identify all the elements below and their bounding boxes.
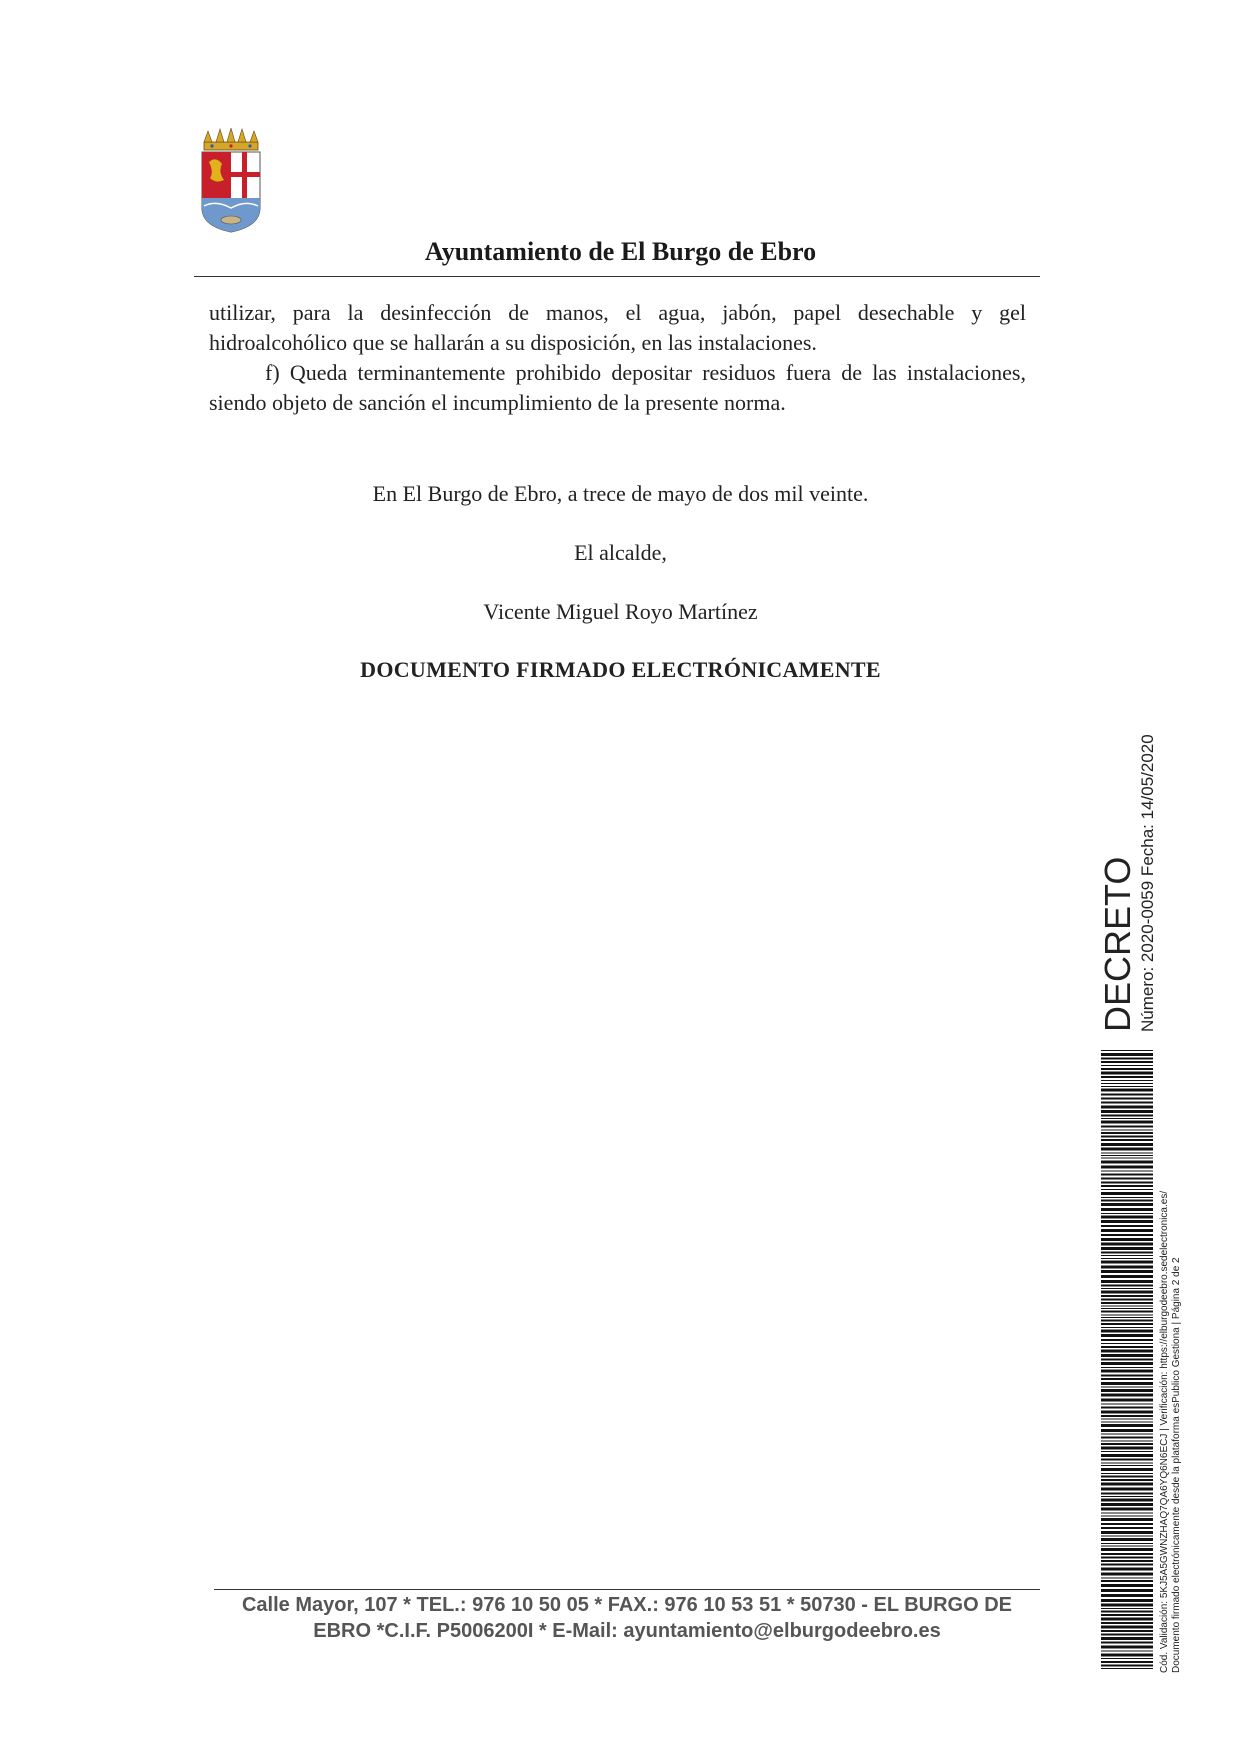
decree-number-date: Número: 2020-0059 Fecha: 14/05/2020	[1138, 734, 1157, 1032]
barcode-bar	[1101, 1424, 1153, 1427]
barcode-bar	[1101, 1378, 1153, 1380]
barcode-bar	[1101, 1441, 1153, 1442]
barcode-bar	[1101, 1094, 1153, 1096]
barcode-bar	[1101, 1608, 1153, 1609]
barcode-bar	[1101, 1161, 1153, 1164]
barcode-bar	[1101, 1053, 1153, 1056]
barcode-bar	[1101, 1185, 1153, 1187]
barcode-bar	[1101, 1148, 1153, 1151]
barcode-bar	[1101, 1288, 1153, 1289]
barcode-bar	[1101, 1496, 1153, 1497]
barcode-bar	[1101, 1182, 1153, 1184]
barcode-bar	[1101, 1389, 1153, 1392]
barcode-bar	[1101, 1258, 1153, 1259]
barcode-bar	[1101, 1434, 1153, 1435]
barcode-bar	[1101, 1568, 1153, 1571]
barcode-bar	[1101, 1443, 1153, 1445]
barcode-bar	[1101, 1429, 1153, 1432]
decree-label: DECRETO	[1097, 856, 1138, 1032]
barcode-bar	[1101, 1668, 1153, 1669]
signer-name: Vicente Miguel Royo Martínez	[483, 599, 758, 624]
barcode-bar	[1101, 1538, 1153, 1541]
barcode-bar	[1101, 1106, 1153, 1109]
barcode-bar	[1101, 1110, 1153, 1113]
barcode-bar	[1101, 1630, 1153, 1632]
header-divider	[194, 276, 1040, 277]
barcode-bar	[1101, 1275, 1153, 1278]
barcode-bar	[1101, 1171, 1153, 1172]
barcode-bar	[1101, 1192, 1153, 1195]
barcode-bar	[1101, 1330, 1153, 1333]
barcode-bar	[1101, 1225, 1153, 1227]
barcode-bar	[1101, 1451, 1153, 1452]
barcode-bar	[1101, 1076, 1153, 1078]
barcode-bar	[1101, 1479, 1153, 1481]
barcode-bar	[1101, 1126, 1153, 1128]
barcode-bar	[1101, 1375, 1153, 1377]
barcode-bar	[1101, 1343, 1153, 1344]
barcode-bar	[1101, 1061, 1153, 1063]
barcode-bar	[1101, 1115, 1153, 1117]
barcode-bar	[1101, 1553, 1153, 1555]
barcode-bar	[1101, 1213, 1153, 1214]
barcode-bar	[1101, 1102, 1153, 1104]
barcode-bar	[1101, 1454, 1153, 1457]
barcode-bar	[1101, 1238, 1153, 1241]
barcode-bar	[1101, 1359, 1153, 1361]
barcode-bar	[1101, 1308, 1153, 1309]
barcode-bar	[1101, 1468, 1153, 1471]
barcode-bar	[1101, 1229, 1153, 1232]
barcode-bar	[1101, 1654, 1153, 1657]
organization-title: Ayuntamiento de El Burgo de Ebro	[424, 237, 817, 266]
coat-of-arms-logo	[196, 128, 266, 234]
barcode-bar	[1101, 1315, 1153, 1316]
barcode-bar	[1101, 1234, 1153, 1236]
barcode-bar	[1101, 1132, 1153, 1134]
barcode-bar	[1101, 1208, 1153, 1211]
barcode-bar	[1101, 1580, 1153, 1582]
barcode-bar	[1101, 1646, 1153, 1649]
barcode-bar	[1101, 1447, 1153, 1450]
barcode-bar	[1101, 1130, 1153, 1131]
barcode-bar	[1101, 1118, 1153, 1119]
barcode-bar	[1101, 1473, 1153, 1474]
barcode-bar	[1101, 1320, 1153, 1322]
barcode-bar	[1101, 1651, 1153, 1652]
barcode-bar	[1101, 1261, 1153, 1264]
barcode-bar	[1101, 1178, 1153, 1180]
barcode-bar	[1101, 1247, 1153, 1250]
footer-line-2: EBRO *C.I.F. P5006200I * E-Mail: ayuntamiento@elburgodeebro.es	[313, 1620, 941, 1642]
barcode-bar	[1101, 1548, 1153, 1551]
barcode-bar	[1101, 1295, 1153, 1297]
barcode-bar	[1101, 1339, 1153, 1341]
barcode-bar	[1101, 1622, 1153, 1624]
barcode-bar	[1101, 1516, 1153, 1517]
barcode-bar	[1101, 1614, 1153, 1616]
barcode-bar	[1101, 1543, 1153, 1544]
signature-note: DOCUMENTO FIRMADO ELECTRÓNICAMENTE	[360, 657, 881, 682]
barcode-bar	[1101, 1419, 1153, 1420]
barcode-bar	[1101, 1327, 1153, 1328]
barcode-bar	[1101, 1499, 1153, 1502]
barcode-bar	[1101, 1658, 1153, 1659]
barcode-bar	[1101, 1143, 1153, 1146]
barcode-bar	[1101, 1323, 1153, 1325]
barcode-bar	[1101, 1661, 1153, 1663]
barcode-bar	[1101, 1557, 1153, 1559]
barcode-bar	[1101, 1483, 1153, 1486]
barcode-bar	[1101, 1270, 1153, 1273]
barcode-bar	[1101, 1121, 1153, 1124]
barcode-bar	[1101, 1058, 1153, 1060]
shield-icon	[202, 152, 260, 232]
barcode-bar	[1101, 1203, 1153, 1206]
barcode-bar	[1101, 1634, 1153, 1636]
barcode-bar	[1101, 1302, 1153, 1304]
barcode-bar	[1101, 1065, 1153, 1066]
barcode-bar	[1101, 1518, 1153, 1521]
barcode-bar	[1101, 1584, 1153, 1587]
barcode-bar	[1101, 1317, 1153, 1318]
barcode-bar	[1101, 1394, 1153, 1397]
barcode-bar	[1101, 1216, 1153, 1219]
barcode-bar	[1101, 1611, 1153, 1613]
crown-icon	[204, 128, 258, 150]
barcode-bar	[1101, 1604, 1153, 1607]
barcode-bar	[1101, 1382, 1153, 1385]
barcode-bar	[1101, 1370, 1153, 1373]
barcode-bar	[1101, 1367, 1153, 1368]
barcode-bar	[1101, 1459, 1153, 1461]
barcode-bar	[1101, 1280, 1153, 1283]
body-paragraph-2: f) Queda terminantemente prohibido depositar residuos fuera de las instalaciones, siendo objeto de sanción el incumplimiento de la presente norma.	[209, 360, 1026, 415]
barcode-bar	[1101, 1243, 1153, 1246]
barcode-bar	[1101, 1350, 1153, 1353]
barcode-bar	[1101, 1465, 1153, 1466]
barcode-bar	[1101, 1252, 1153, 1254]
barcode-bar	[1101, 1422, 1153, 1423]
barcode-bar	[1101, 1589, 1153, 1592]
barcode-bar	[1101, 1618, 1153, 1621]
barcode-bar	[1101, 1189, 1153, 1190]
barcode-bar	[1101, 1136, 1153, 1138]
barcode-bar	[1101, 1508, 1153, 1511]
barcode-bar	[1101, 1578, 1153, 1579]
barcode-bar	[1101, 1266, 1153, 1269]
barcode-bar	[1101, 1158, 1153, 1159]
barcode-bar	[1101, 1068, 1153, 1070]
barcode-bar	[1101, 1362, 1153, 1365]
barcode-bar	[1101, 1197, 1153, 1198]
barcode-bar	[1101, 1493, 1153, 1495]
barcode-bar	[1101, 1346, 1153, 1348]
barcode-bar	[1101, 1437, 1153, 1439]
barcode-bar	[1101, 1083, 1153, 1084]
barcode-bar	[1101, 1531, 1153, 1534]
barcode-bar	[1101, 1594, 1153, 1597]
barcode-bar	[1101, 1299, 1153, 1301]
barcode-bar	[1101, 1546, 1153, 1547]
barcode-bar	[1101, 1139, 1153, 1141]
barcode-bar	[1101, 1642, 1153, 1644]
barcode-bar	[1101, 1415, 1153, 1417]
barcode-bar	[1101, 1407, 1153, 1409]
barcode-bar	[1101, 1503, 1153, 1506]
barcode-bar	[1101, 1291, 1153, 1294]
barcode-bar	[1101, 1463, 1153, 1464]
barcode-bar	[1101, 1306, 1153, 1307]
footer-divider	[214, 1589, 1040, 1590]
barcode-bar	[1101, 1411, 1153, 1414]
barcode-bar	[1101, 1089, 1153, 1092]
barcode-bar	[1101, 1285, 1153, 1287]
barcode-bar	[1101, 1155, 1153, 1156]
barcode-bar	[1101, 1153, 1153, 1154]
platform-line: Documento firmado electrónicamente desde la plataforma esPublico Gestiona | Página 2 de 2	[1171, 1257, 1182, 1673]
barcode-bar	[1101, 1523, 1153, 1525]
barcode-bar	[1101, 1560, 1153, 1562]
barcode-bar	[1101, 1220, 1153, 1223]
barcode-bar	[1101, 1354, 1153, 1357]
body-paragraph-1: utilizar, para la desinfección de manos, el agua, jabón, papel desechable y gel hidroalcohólico que se hallarán a su disposición, en las instalaciones.	[209, 300, 1026, 355]
barcode-bar	[1101, 1200, 1153, 1202]
barcode-bar	[1101, 1334, 1153, 1337]
barcode-bar	[1101, 1166, 1153, 1169]
barcode-bar	[1101, 1086, 1153, 1087]
barcode-bar	[1101, 1564, 1153, 1566]
barcode-bar	[1101, 1098, 1153, 1100]
barcode-bar	[1101, 1399, 1153, 1402]
barcode-bar	[1101, 1536, 1153, 1537]
footer-address	[204, 1592, 1050, 1644]
barcode-bar	[1101, 1072, 1153, 1075]
signer-role: El alcalde,	[574, 540, 667, 565]
document-body	[209, 298, 1026, 418]
barcode-bar	[1101, 1626, 1153, 1629]
barcode-bar	[1101, 1050, 1153, 1051]
barcode-bar	[1101, 1476, 1153, 1478]
barcode-bar	[1101, 1387, 1153, 1388]
barcode-bar	[1101, 1080, 1153, 1081]
barcode-bar	[1101, 1513, 1153, 1514]
barcode-bar	[1101, 1573, 1153, 1576]
closing-place-date: En El Burgo de Ebro, a trece de mayo de dos mil veinte.	[372, 481, 869, 506]
barcode-bar	[1101, 1174, 1153, 1176]
barcode-bar	[1101, 1255, 1153, 1256]
footer-line-1: Calle Mayor, 107 * TEL.: 976 10 50 05 * FAX.: 976 10 53 51 * 50730 - EL BURGO DE	[241, 1594, 1013, 1616]
barcode-bar	[1101, 1637, 1153, 1640]
barcode-bar	[1101, 1527, 1153, 1529]
validation-code-line: Cód. Validación: 5KJ5A5GWNZHAQ7QA6YQ6N6ECJ | Verificación: https://elburgodeebro.sedelectronica.es/	[1159, 1190, 1170, 1673]
barcode-bar	[1101, 1665, 1153, 1667]
barcode-icon	[1101, 1050, 1153, 1670]
barcode-bar	[1101, 1311, 1153, 1313]
barcode-bar	[1101, 1488, 1153, 1491]
barcode-bar	[1101, 1404, 1153, 1405]
barcode-bar	[1101, 1599, 1153, 1602]
